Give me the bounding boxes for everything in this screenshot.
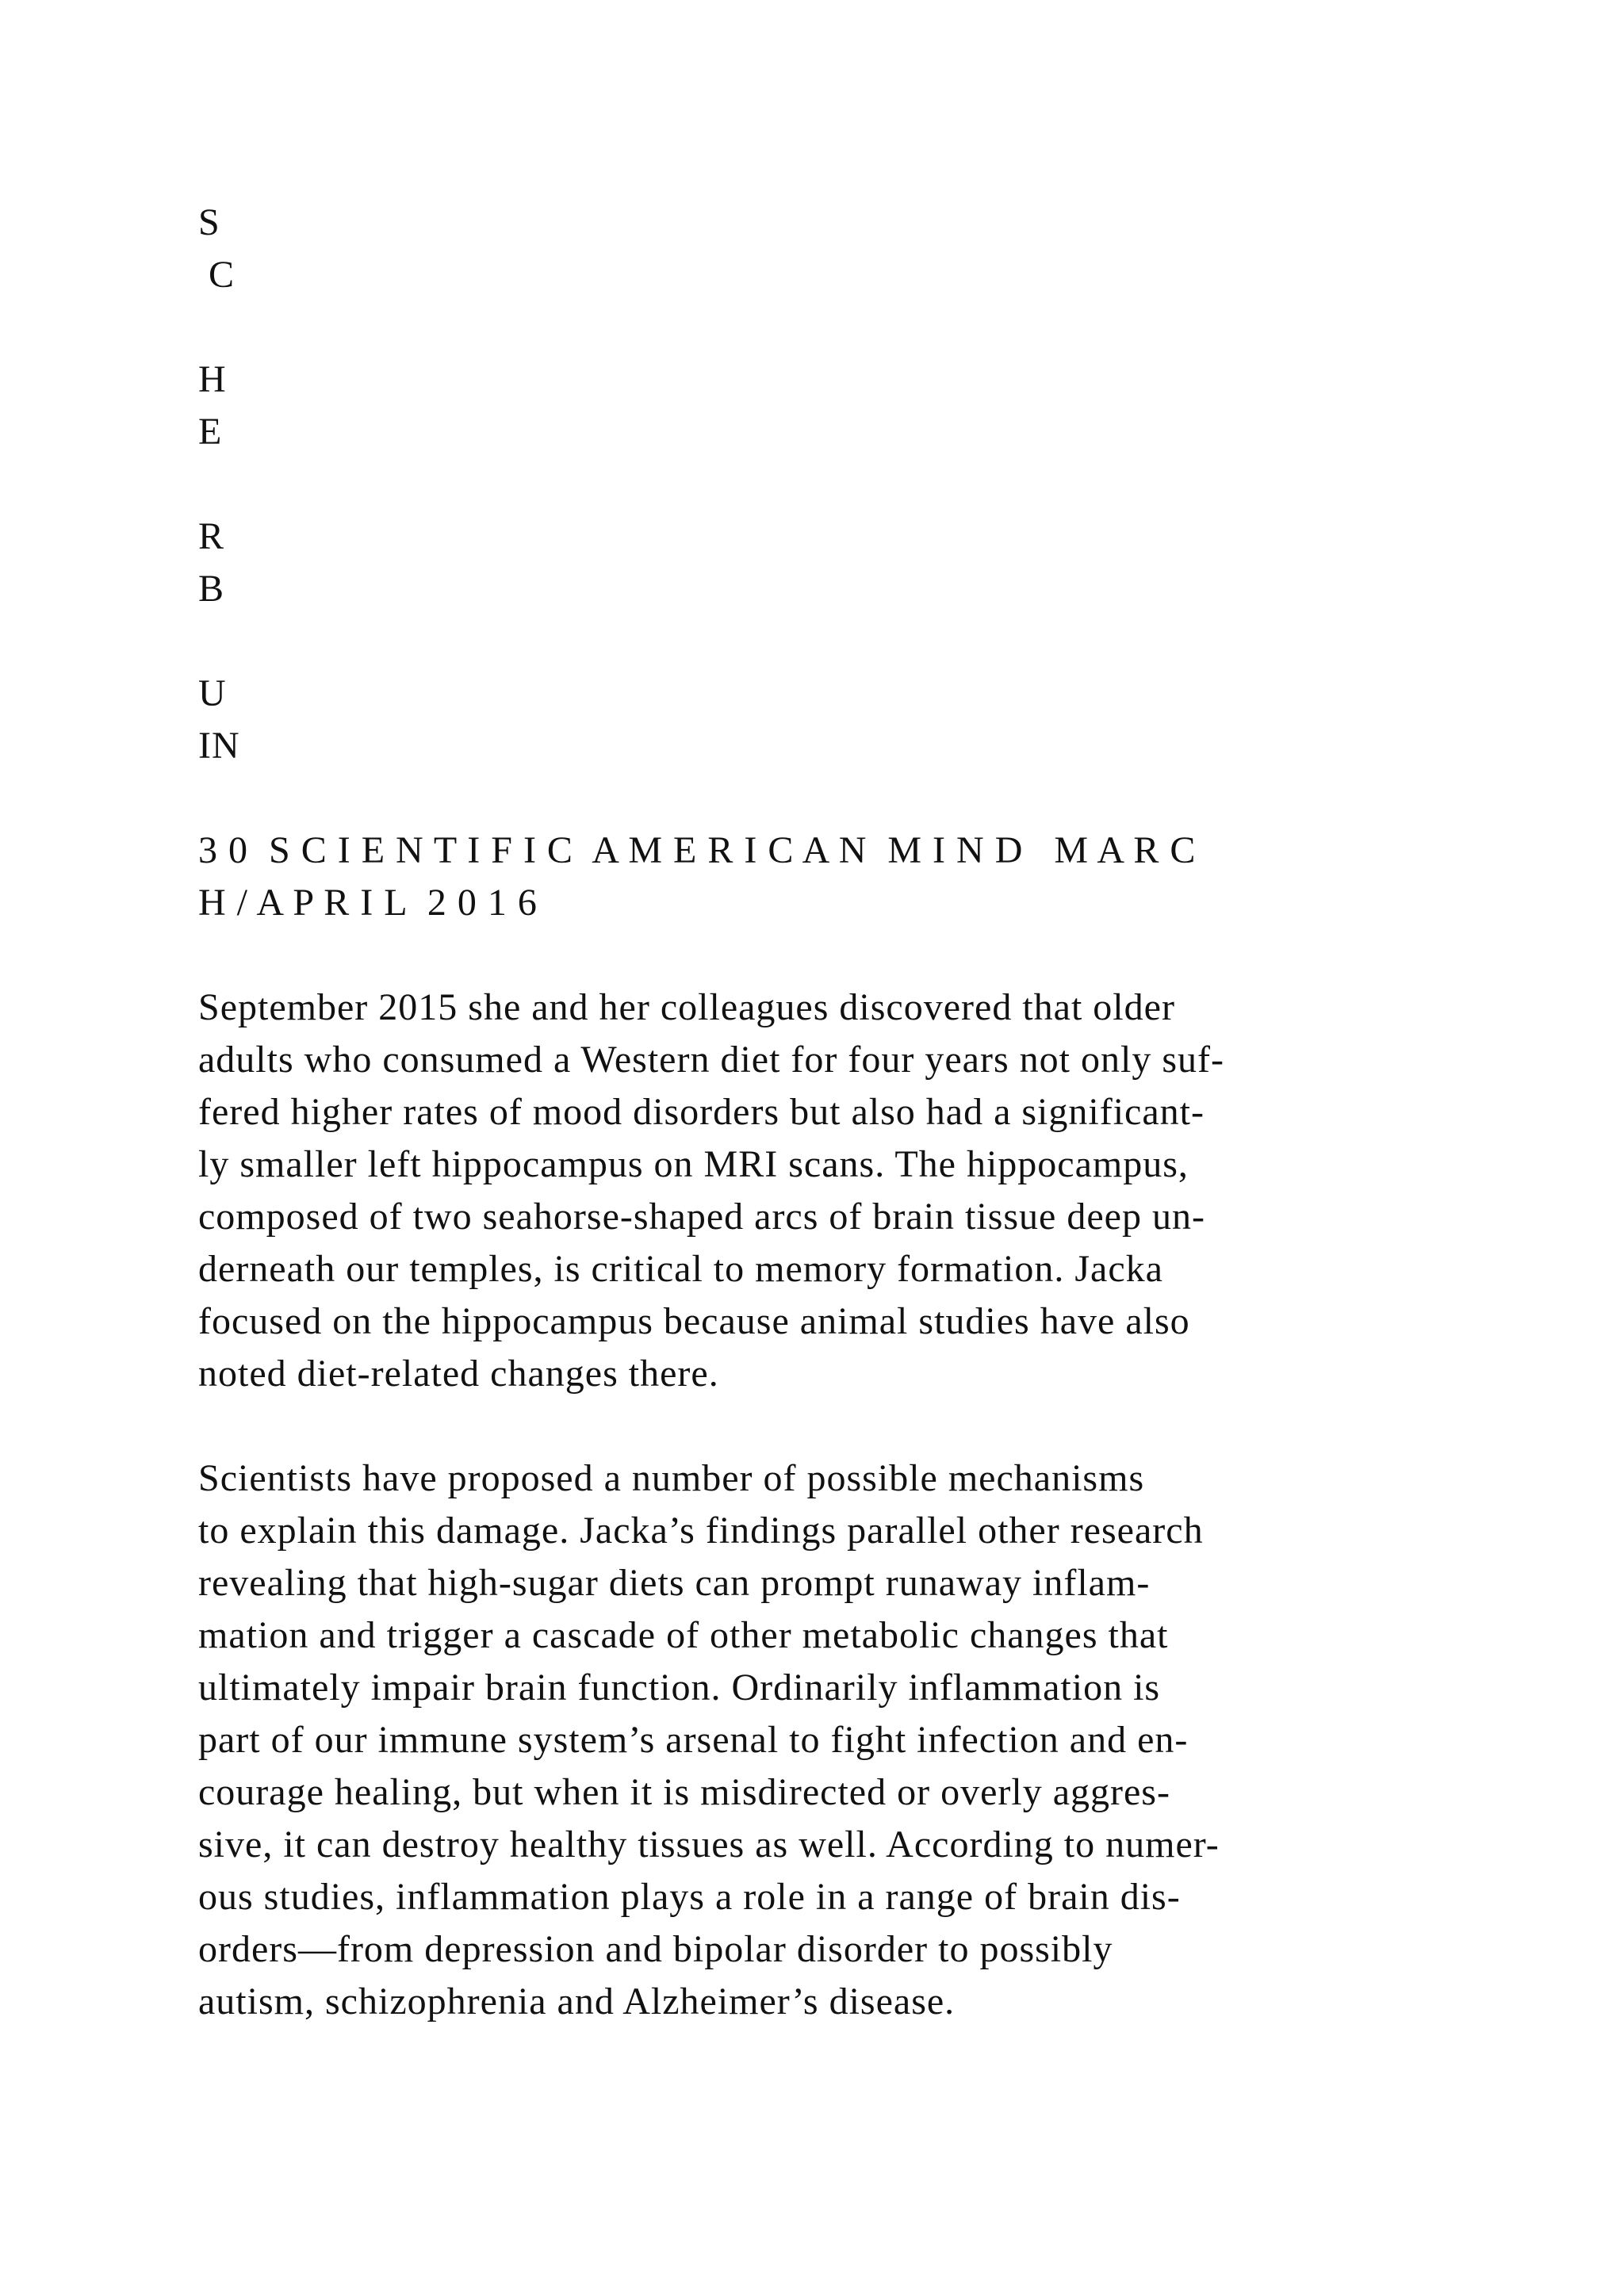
paragraph-1-line: derneath our temples, is critical to memory formation. Jacka [198, 1248, 1163, 1290]
running-header-line-1: 3 0 S C I E N T I F I C A M E R I C A N M I N D M A R C [198, 829, 1197, 871]
paragraph-2-line: revealing that high-sugar diets can prompt runaway inflam- [198, 1562, 1151, 1604]
paragraph-2-line: ultimately impair brain function. Ordinarily inflammation is [198, 1667, 1161, 1709]
paragraph-1-line: fered higher rates of mood disorders but also had a significant- [198, 1091, 1205, 1133]
vertical-letter: R [198, 515, 225, 557]
vertical-letter: B [198, 568, 225, 610]
paragraph-2-line: sive, it can destroy healthy tissues as well. According to numer- [198, 1823, 1220, 1866]
paragraph-2-line: autism, schizophrenia and Alzheimer’s disease. [198, 1980, 956, 2022]
paragraph-1-line: adults who consumed a Western diet for four years not only suf- [198, 1039, 1224, 1081]
vertical-letter: C [198, 254, 236, 296]
paragraph-1-line: ly smaller left hippocampus on MRI scans. The hippocampus, [198, 1143, 1189, 1185]
paragraph-2-line: to explain this damage. Jacka’s findings parallel other research [198, 1510, 1204, 1552]
paragraph-1-line: composed of two seahorse-shaped arcs of brain tissue deep un- [198, 1196, 1205, 1238]
paragraph-2-line: mation and trigger a cascade of other metabolic changes that [198, 1614, 1169, 1656]
paragraph-1-line: focused on the hippocampus because animal studies have also [198, 1300, 1190, 1342]
vertical-letter: U [198, 672, 227, 714]
paragraph-2-line: part of our immune system’s arsenal to fight infection and en- [198, 1719, 1189, 1761]
paragraph-2-line: ous studies, inflammation plays a role in a range of brain dis- [198, 1876, 1181, 1918]
vertical-letter: H [198, 358, 227, 400]
paragraph-2-line: Scientists have proposed a number of possible mechanisms [198, 1457, 1145, 1499]
running-header-line-2: H / A P R I L 2 0 1 6 [198, 882, 538, 924]
paragraph-1-line: noted diet-related changes there. [198, 1353, 719, 1395]
paragraph-1-line: September 2015 she and her colleagues discovered that older [198, 986, 1175, 1028]
paragraph-2-line: courage healing, but when it is misdirected or overly aggres- [198, 1771, 1170, 1813]
vertical-letter: S [198, 201, 220, 243]
vertical-letter: E [198, 411, 223, 453]
paragraph-2-line: orders—from depression and bipolar disorder to possibly [198, 1928, 1113, 1970]
vertical-letter: IN [198, 725, 240, 767]
